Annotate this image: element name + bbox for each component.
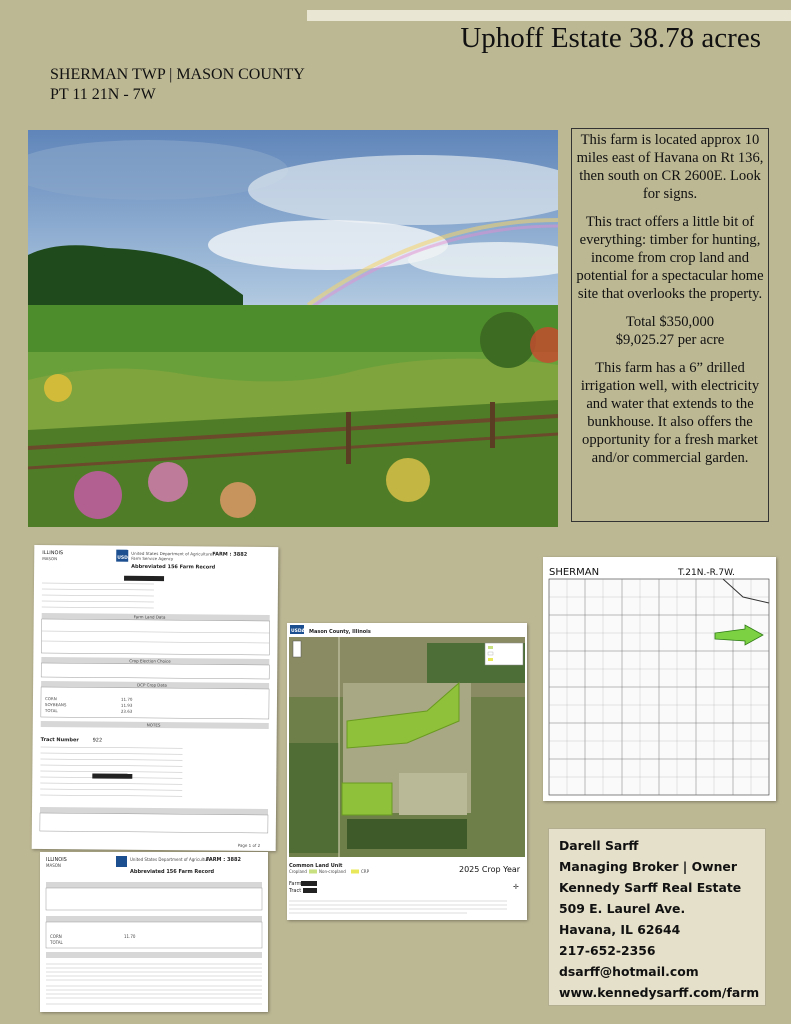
broker-role: Managing Broker | Owner: [559, 859, 737, 874]
legend-cropland: Cropland: [289, 869, 307, 874]
legend-noncropland: Non-cropland: [319, 869, 346, 874]
fsa-record-page-2-content: [40, 852, 268, 1012]
legal-description: PT 11 21N - 7W: [50, 86, 156, 103]
soy-base: 11.93: [120, 702, 133, 708]
fsa-record-page-2: [40, 852, 268, 1012]
page-title: Uphoff Estate 38.78 acres: [460, 22, 761, 54]
city-state-zip: Havana, IL 62644: [559, 922, 681, 937]
total-label-2: TOTAL: [50, 940, 63, 945]
section-dcp: DCP Crop Data: [137, 682, 167, 688]
state-label-2: ILLINOIS: [46, 857, 67, 863]
property-description: [571, 128, 769, 522]
section-farm-land: Farm Land Data: [133, 614, 166, 620]
usda-logo-text: USDA: [117, 555, 132, 561]
top-accent-band: [307, 10, 791, 21]
plat-township-name: SHERMAN: [549, 567, 600, 578]
form-title: Abbreviated 156 Farm Record: [131, 563, 216, 571]
website-link[interactable]: www.kennedysarff.com/farm: [559, 985, 760, 1000]
price-block: [572, 313, 768, 349]
email-address[interactable]: dsarff@hotmail.com: [559, 964, 699, 979]
section-crop-election: Crop Election Choice: [129, 658, 171, 664]
tract-number-value: 922: [92, 737, 103, 744]
dept-name-2: United States Department of Agriculture: [130, 857, 211, 862]
corn-label: CORN: [44, 696, 57, 702]
map-farm-label: Farm: [289, 881, 302, 887]
total-base: 23.63: [120, 708, 133, 714]
state-label: ILLINOIS: [42, 550, 64, 557]
cropland-parcel-2: [342, 783, 392, 815]
map-tract-label: Tract: [289, 888, 302, 894]
fsa-aerial-map-content: [287, 623, 527, 920]
plat-map: [543, 557, 776, 801]
agency-name: Farm Service Agency: [131, 555, 174, 562]
plat-township-code: T.21N.-R.7W.: [678, 568, 735, 578]
county-label: MASON: [42, 556, 58, 562]
broker-name: Darell Sarff: [559, 838, 639, 853]
corn-base: 11.70: [120, 696, 133, 702]
corn-base-2: 11.70: [124, 934, 136, 939]
features-text: This tract offers a little bit of everything: timber for hunting, income from crop land and potential for a spectacular home site that overlooks the property.: [576, 214, 764, 302]
usda-logo-2: [116, 856, 127, 867]
township-label: SHERMAN TWP | MASON COUNTY: [50, 66, 305, 83]
total-price: Total $350,000: [625, 314, 715, 330]
phone-number[interactable]: 217-652-2356: [559, 943, 656, 958]
company-name: Kennedy Sarff Real Estate: [559, 880, 742, 895]
farm-number-2: FARM : 3882: [206, 857, 241, 863]
street-address: 509 E. Laurel Ave.: [559, 901, 686, 916]
dept-name: United States Department of Agriculture: [131, 550, 213, 557]
corn-label-2: CORN: [50, 934, 62, 939]
county-label-2: MASON: [46, 863, 61, 868]
plat-map-content: [543, 557, 776, 801]
legend-crp: CRP: [361, 869, 369, 874]
fsa-aerial-map: [287, 623, 527, 920]
location-text: This farm is located approx 10 miles east of Havana on Rt 136, then south on CR 2600E. Look for signs.: [576, 132, 764, 202]
tract-number-label: Tract Number: [40, 737, 79, 744]
price-per-acre: $9,025.27 per acre: [615, 332, 725, 348]
farm-photo-illustration: [28, 130, 558, 527]
irrigation-text: This farm has a 6” drilled irrigation well, with electricity and water that extends to the bunkhouse. It also offers the opportunity for a fresh market and/or commercial garden.: [580, 360, 760, 466]
contact-card: [548, 828, 766, 1006]
page-number: Page 1 of 2: [237, 842, 261, 848]
form-title-2: Abbreviated 156 Farm Record: [130, 869, 215, 875]
fsa-record-page-1-content: [32, 545, 279, 851]
farm-number: FARM : 3882: [212, 551, 248, 558]
section-notes: NOTES: [146, 722, 161, 728]
north-arrow-icon: ✛: [513, 883, 519, 891]
soybeans-label: SOYBEANS: [44, 702, 67, 708]
total-label: TOTAL: [44, 708, 58, 714]
map-legend-title: Common Land Unit: [289, 863, 343, 869]
map-title: Mason County, Illinois: [309, 629, 371, 635]
crop-year: 2025 Crop Year: [459, 865, 521, 874]
farm-photo: [28, 130, 558, 527]
usda-logo-map-text: USDA: [291, 629, 306, 634]
fsa-record-page-1: [32, 545, 279, 851]
